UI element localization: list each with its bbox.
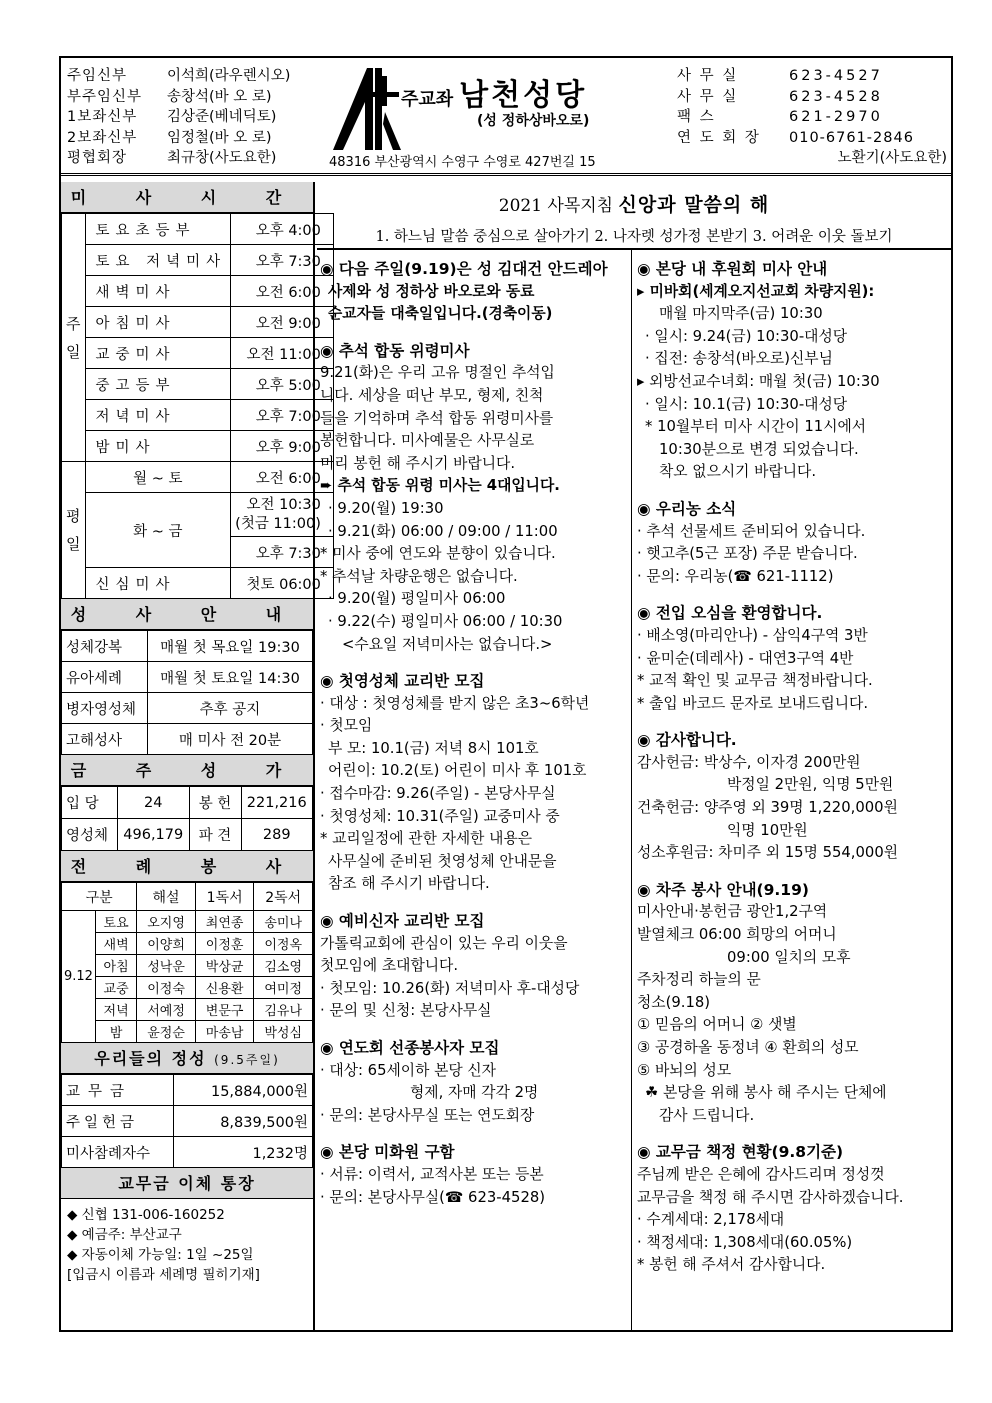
- notice-line: 09:00 일치의 모후: [727, 948, 851, 966]
- liturgy-cell: 여미정: [254, 977, 313, 999]
- notice-line: · 문의 및 신청: 본당사무실: [320, 1002, 492, 1020]
- notice-column-right: [637, 258, 943, 1277]
- notice-line: 참조 해 주시기 바랍니다.: [328, 875, 490, 893]
- notice-line: 매월 마지막주(금) 10:30: [659, 305, 823, 323]
- notice-line: ☘ 본당을 위해 봉사 해 주시는 단체에: [645, 1084, 887, 1102]
- notice-line: · 문의: 우리농(☎ 621-1112): [637, 567, 834, 585]
- notice-line: 사무실에 준비된 첫영성체 안내문을: [328, 852, 557, 870]
- notice-line: ③ 공경하올 동정녀 ④ 환희의 성모: [637, 1039, 859, 1056]
- notice-heading: ◉ 전입 오심을 환영합니다.: [637, 604, 823, 623]
- sacrament-name: 고해성사: [62, 724, 148, 755]
- header: [61, 58, 951, 176]
- mass-time: [231, 493, 334, 537]
- parish-logo-icon: [329, 62, 404, 154]
- clergy-name: 임정철(바 오 로): [167, 129, 272, 146]
- notice-line: 부 모: 10.1(금) 저녁 8시 101호: [328, 739, 539, 757]
- notice-heading: ◉ 차주 봉사 안내(9.19): [637, 880, 809, 899]
- table-row: [62, 307, 334, 338]
- notice-line: · 9.21(화) 06:00 / 09:00 / 11:00: [328, 522, 558, 540]
- notice-line: 들을 기억하며 추석 합동 위령미사를: [320, 409, 554, 427]
- notice-line: · 윤미순(데레사) - 대연3구역 4반: [637, 649, 854, 667]
- mass-time: 첫토 06:00: [231, 568, 334, 599]
- clergy-row: [67, 66, 290, 87]
- mass-name: 신심미사: [85, 568, 231, 599]
- table-header: 구분: [62, 883, 137, 911]
- contact-label: 사 무 실: [677, 68, 739, 84]
- notice-line: 순교자들 대축일입니다.(경축이동): [328, 305, 553, 323]
- offering-name: 미사참례자수: [62, 1137, 174, 1168]
- notice-line: 미사안내·봉헌금 광안1,2구역: [637, 903, 828, 921]
- notice-line: 착오 없으시기 바랍니다.: [659, 463, 817, 481]
- clergy-role: 1보좌신부: [67, 109, 138, 125]
- liturgy-cell: 교중: [95, 977, 136, 999]
- notice-line: ▸ 미바회(세계오지선교회 차량지원):: [637, 282, 875, 300]
- notice-line: · 첫영성체: 10.31(주일) 교중미사 중: [320, 807, 560, 825]
- offering-value: 1,232명: [174, 1137, 313, 1168]
- offerings-table: [61, 1074, 313, 1168]
- notice-line: · 9.22(수) 평일미사 06:00 / 10:30: [328, 612, 563, 630]
- table-row: [62, 955, 313, 977]
- mass-time: 오전 11:00: [231, 338, 334, 369]
- table-row: [62, 431, 334, 462]
- offerings-title: [61, 1043, 313, 1074]
- notice-line: ① 믿음의 어머니 ② 샛별: [637, 1016, 797, 1034]
- account-line: [입금시 이름과 세례명 필히기재]: [67, 1267, 260, 1283]
- clergy-role: 평협회장: [67, 150, 128, 166]
- table-row: [62, 933, 313, 955]
- sacrament-value: 매월 첫 토요일 14:30: [148, 662, 313, 693]
- table-row: [62, 631, 313, 662]
- notice-line: · 일시: 9.24(금) 10:30-대성당: [645, 327, 848, 345]
- notice-heading: ◉ 추석 합동 위령미사: [320, 341, 470, 360]
- notice-line: 주차정리 하늘의 문: [637, 971, 761, 989]
- contact-row: [677, 87, 947, 108]
- banner-year: 2021 사목지침: [498, 196, 614, 216]
- mass-name: 교중미사: [85, 338, 231, 369]
- mass-time: 오후 5:00: [231, 369, 334, 400]
- table-row: [62, 693, 313, 724]
- table-row: [62, 493, 334, 537]
- mass-time: 오후 7:00: [231, 400, 334, 431]
- parish-title: [401, 70, 587, 114]
- notice-line: · 책정세대: 1,308세대(60.05%): [637, 1233, 853, 1251]
- mass-time: 오전 6:00: [231, 462, 334, 493]
- notice-line: · 대상 : 첫영성체를 받지 않은 초3~6학년: [320, 694, 590, 712]
- table-row: [62, 1021, 313, 1043]
- notice-line: * 교적 확인 및 교무금 책정바랍니다.: [637, 672, 873, 690]
- parish-patron: (성 정하상바오로): [477, 113, 590, 129]
- liturgy-cell: 이정숙: [137, 977, 196, 999]
- notice-line: 박정일 2만원, 익명 5만원: [727, 776, 894, 794]
- notice-line: 9.21(화)은 우리 고유 명절인 추석입: [320, 364, 555, 382]
- contact-label: 팩 스: [677, 109, 716, 125]
- liturgy-cell: 서예정: [137, 999, 196, 1021]
- notice-line: 미리 봉헌 해 주시기 바랍니다.: [320, 454, 516, 472]
- notice-line: 가톨릭교회에 관심이 있는 우리 이웃을: [320, 934, 568, 952]
- notice-line: 사제와 성 정하상 바오로와 동료: [328, 282, 535, 300]
- contact-row: [677, 128, 947, 149]
- sacrament-value: 추후 공지: [148, 693, 313, 724]
- sunday-label: 주일: [62, 214, 86, 462]
- notice-line: 니다. 세상을 떠난 부모, 형제, 친척: [320, 386, 544, 404]
- sacraments-table: [61, 630, 313, 755]
- notice-line: * 10월부터 미사 시간이 11시에서: [645, 418, 867, 436]
- notice-heading: ◉ 우리농 소식: [637, 499, 737, 518]
- liturgy-cell: 이양희: [137, 933, 196, 955]
- clergy-name: 김상준(베네딕토): [167, 109, 277, 125]
- contact-label: 연 도 회 장: [677, 129, 761, 146]
- notice-heading: ◉ 다음 주일(9.19)은 성 김대건 안드레아: [320, 260, 608, 278]
- account-line: ◆ 신협 131-006-160252: [67, 1207, 225, 1223]
- mass-name: 토요 저녁미사: [85, 245, 231, 276]
- notice-line: · 문의: 본당사무실 또는 연도회장: [320, 1106, 535, 1124]
- clergy-role: 주임신부: [67, 68, 128, 84]
- liturgy-cell: 변문구: [195, 999, 254, 1021]
- mass-times-table: [61, 213, 334, 599]
- notice-line: · 추석 선물세트 준비되어 있습니다.: [637, 522, 866, 540]
- notice-heading: ◉ 본당 내 후원회 미사 안내: [637, 260, 828, 278]
- hymn-number: 24: [118, 787, 190, 819]
- clergy-list: [67, 66, 290, 169]
- notice-line: 청소(9.18): [637, 993, 711, 1011]
- clergy-row: [67, 128, 290, 149]
- week-hymns-table: [61, 786, 313, 851]
- parish-address: 48316 부산광역시 수영구 수영로 427번길 15: [329, 155, 596, 170]
- contact-number: 623-4527: [789, 68, 883, 84]
- liturgy-date: 9.12: [62, 911, 96, 1043]
- notice-line: * 봉헌 해 주셔서 감사합니다.: [637, 1256, 826, 1274]
- table-row: [62, 568, 334, 599]
- banner-goals: 1. 하느님 말씀 중심으로 살아가기 2. 나자렛 성가정 본받기 3. 어려운 이웃 돌보기: [375, 229, 893, 245]
- mass-name: 화 ~ 금: [85, 493, 231, 568]
- notice-line: 감사 드립니다.: [659, 1106, 755, 1124]
- mass-time-note: (첫금 11:00): [235, 515, 321, 532]
- liturgy-cell: 신용환: [195, 977, 254, 999]
- table-row: [62, 999, 313, 1021]
- hymn-label: 입 당: [62, 787, 118, 819]
- table-row: [62, 369, 334, 400]
- notice-line: · 햇고추(5근 포장) 주문 받습니다.: [637, 545, 858, 563]
- table-row: [62, 977, 313, 999]
- notice-line: * 미사 중에 연도와 분향이 있습니다.: [320, 545, 556, 563]
- mass-name: 토요초등부: [85, 214, 231, 245]
- contact-number: 621-2970: [789, 109, 883, 125]
- mass-name: 저녁미사: [85, 400, 231, 431]
- sacrament-value: 매 미사 전 20분: [148, 724, 313, 755]
- notice-heading: ◉ 본당 미화원 구함: [320, 1143, 455, 1162]
- mass-time-value: 오전 10:30: [246, 496, 321, 513]
- table-row: [62, 883, 313, 911]
- liturgy-cell: 아침: [95, 955, 136, 977]
- notice-line: 어린이: 10.2(토) 어린이 미사 후 101호: [328, 762, 587, 780]
- table-row: [62, 400, 334, 431]
- left-sidebar: [61, 182, 321, 1332]
- table-row: [62, 338, 334, 369]
- parish-prefix: 주교좌: [401, 89, 454, 110]
- notice-line: · 접수마감: 9.26(주일) - 본당사무실: [320, 785, 556, 803]
- notice-line: · 배소영(마리안나) - 삼익4구역 3반: [637, 626, 868, 644]
- clergy-name: 송창석(바 오 로): [167, 88, 272, 105]
- clergy-name: 이석희(라우렌시오): [167, 68, 291, 84]
- mass-name: 중고등부: [85, 369, 231, 400]
- liturgy-cell: 저녁: [95, 999, 136, 1021]
- parish-name: 남천성당: [459, 78, 588, 113]
- table-header: 2독서: [254, 883, 313, 911]
- offering-value: 8,839,500원: [174, 1106, 313, 1137]
- weekday-label: 평일: [62, 462, 86, 599]
- notice-line: 주님께 받은 은혜에 감사드리며 정성껏: [637, 1165, 885, 1183]
- notice-column-left: [320, 258, 626, 1209]
- mass-name: 밤미사: [85, 431, 231, 462]
- clergy-role: 부주임신부: [67, 88, 143, 105]
- notice-line: · 일시: 10.1(금) 10:30-대성당: [645, 395, 848, 413]
- notice-line: · 수계세대: 2,178세대: [637, 1211, 785, 1229]
- contact-label: 사 무 실: [677, 88, 739, 105]
- mass-time: 오전 6:00: [231, 276, 334, 307]
- sacrament-value: 매월 첫 목요일 19:30: [148, 631, 313, 662]
- mass-time: 오후 9:00: [231, 431, 334, 462]
- hymn-label: 봉 헌: [189, 787, 241, 819]
- notice-line: · 첫모임: [320, 717, 373, 735]
- notice-line: · 첫모임: 10.26(화) 저녁미사 후-대성당: [320, 979, 580, 997]
- notice-line: · 9.20(월) 19:30: [328, 499, 444, 517]
- notice-line: ➨ 추석 합동 위령 미사는 4대입니다.: [320, 477, 560, 495]
- liturgy-cell: 이정옥: [254, 933, 313, 955]
- week-hymns-title: 금 주 성 가: [61, 755, 313, 786]
- clergy-name: 최규창(사도요한): [167, 150, 277, 166]
- mass-time: 오전 9:00: [231, 307, 334, 338]
- notice-line: · 집전: 송창석(바오로)신부님: [645, 350, 833, 368]
- liturgy-cell: 윤정순: [137, 1021, 196, 1043]
- notice-line: · 문의: 본당사무실(☎ 623-4528): [320, 1188, 546, 1206]
- contact-number: 623-4528: [789, 88, 883, 105]
- notice-line: * 추석날 차량운행은 없습니다.: [320, 567, 518, 585]
- notice-heading: ◉ 연도회 선종봉사자 모집: [320, 1039, 500, 1057]
- notice-line: ⑤ 바뇌의 성모: [637, 1061, 732, 1079]
- liturgy-cell: 오지영: [137, 911, 196, 933]
- notice-line: 봉헌합니다. 미사예물은 사무실로: [320, 432, 535, 450]
- liturgy-title: 전 례 봉 사: [61, 851, 313, 882]
- table-row: [62, 911, 313, 933]
- sacraments-title: 성 사 안 내: [61, 599, 313, 630]
- mass-name: 월 ~ 토: [85, 462, 231, 493]
- contact-number: 010-6761-2846: [789, 129, 914, 146]
- contact-list: [677, 66, 947, 169]
- table-row: [62, 1075, 313, 1106]
- account-title: 교무금 이체 통장: [61, 1168, 313, 1199]
- table-row: [62, 787, 313, 819]
- sacrament-name: 병자영성체: [62, 693, 148, 724]
- contact-row: [677, 148, 947, 169]
- mass-time: 오후 7:30: [231, 245, 334, 276]
- notice-line: 성소후원금: 차미주 외 15명 554,000원: [637, 844, 899, 862]
- notice-line: * 출입 바코드 문자로 보내드립니다.: [637, 694, 869, 712]
- hymn-label: 파 견: [189, 819, 241, 851]
- table-row: [62, 462, 334, 493]
- liturgy-cell: 새벽: [95, 933, 136, 955]
- liturgy-cell: 김소영: [254, 955, 313, 977]
- notice-heading: ◉ 감사합니다.: [637, 731, 737, 750]
- notice-line: 익명 10만원: [727, 821, 808, 839]
- offering-value: 15,884,000원: [174, 1075, 313, 1106]
- liturgy-cell: 박성심: [254, 1021, 313, 1043]
- offerings-title-text: 우리들의 정성: [94, 1049, 207, 1068]
- notice-line: <수요일 저녁미사는 없습니다.>: [342, 635, 553, 653]
- notice-heading: ◉ 첫영성체 교리반 모집: [320, 672, 485, 691]
- notice-line: · 서류: 이력서, 교적사본 또는 등본: [320, 1165, 544, 1183]
- notice-line: 교무금을 책정 해 주시면 감사하겠습니다.: [637, 1188, 904, 1206]
- account-info: [61, 1199, 313, 1291]
- notice-heading: ◉ 예비신자 교리반 모집: [320, 912, 485, 931]
- hymn-number: 221,216: [241, 787, 313, 819]
- table-header: 해설: [137, 883, 196, 911]
- contact-row: [677, 107, 947, 128]
- liturgy-cell: 마송남: [195, 1021, 254, 1043]
- clergy-row: [67, 148, 290, 169]
- notice-line: 감사헌금: 박상수, 이자경 200만원: [637, 753, 861, 771]
- liturgy-cell: 박상균: [195, 955, 254, 977]
- liturgy-cell: 김유나: [254, 999, 313, 1021]
- contact-name: 노환기(사도요한): [837, 150, 947, 166]
- liturgy-cell: 최연종: [195, 911, 254, 933]
- liturgy-cell: 이정훈: [195, 933, 254, 955]
- hymn-number: 496,179: [118, 819, 190, 851]
- banner-theme: 신앙과 말씀의 해: [618, 194, 770, 216]
- sacrament-name: 성체강복: [62, 631, 148, 662]
- mass-time: 오후 7:30: [231, 537, 334, 568]
- table-header: 1독서: [195, 883, 254, 911]
- notice-heading: ◉ 교무금 책정 현황(9.8기준): [637, 1143, 844, 1162]
- table-row: [62, 724, 313, 755]
- offering-name: 주일헌금: [62, 1106, 174, 1137]
- mass-times-title: 미 사 시 간: [61, 182, 313, 213]
- table-row: [62, 276, 334, 307]
- liturgy-cell: 토요: [95, 911, 136, 933]
- clergy-row: [67, 107, 290, 128]
- liturgy-cell: 성낙운: [137, 955, 196, 977]
- column-divider: [631, 248, 632, 1330]
- sacrament-name: 유아세례: [62, 662, 148, 693]
- mass-name: 새벽미사: [85, 276, 231, 307]
- contact-row: [677, 66, 947, 87]
- table-row: [62, 1137, 313, 1168]
- table-row: [62, 245, 334, 276]
- notice-line: * 교리일정에 관한 자세한 내용은: [320, 830, 533, 848]
- mass-time: 오후 4:00: [231, 214, 334, 245]
- table-row: [62, 1106, 313, 1137]
- liturgy-table: [61, 882, 313, 1043]
- liturgy-cell: 송미나: [254, 911, 313, 933]
- offerings-date: (9.5주일): [214, 1053, 280, 1067]
- table-row: [62, 819, 313, 851]
- table-row: [62, 214, 334, 245]
- clergy-row: [67, 87, 290, 108]
- account-line: ◆ 자동이체 가능일: 1일 ~25일: [67, 1247, 254, 1263]
- liturgy-cell: 밤: [95, 1021, 136, 1043]
- notice-line: 형제, 자매 각각 2명: [410, 1084, 539, 1102]
- clergy-role: 2보좌신부: [67, 129, 138, 146]
- notice-line: 첫모임에 초대합니다.: [320, 957, 459, 975]
- notice-line: 10:30분으로 변경 되었습니다.: [659, 440, 859, 458]
- table-row: [62, 662, 313, 693]
- banner-title: [317, 190, 951, 217]
- notice-line: · 대상: 65세이하 본당 신자: [320, 1061, 496, 1079]
- notice-line: 발열체크 06:00 희망의 어머니: [637, 926, 837, 944]
- notice-line: · 9.20(월) 평일미사 06:00: [328, 590, 506, 608]
- mass-name: 아침미사: [85, 307, 231, 338]
- pastoral-banner: [317, 182, 951, 250]
- offering-name: 교무금: [62, 1075, 174, 1106]
- account-line: ◆ 예금주: 부산교구: [67, 1227, 182, 1243]
- notice-line: ▸ 외방선교수녀회: 매월 첫(금) 10:30: [637, 372, 880, 390]
- notice-line: 건축헌금: 양주영 외 39명 1,220,000원: [637, 799, 898, 817]
- hymn-label: 영성체: [62, 819, 118, 851]
- hymn-number: 289: [241, 819, 313, 851]
